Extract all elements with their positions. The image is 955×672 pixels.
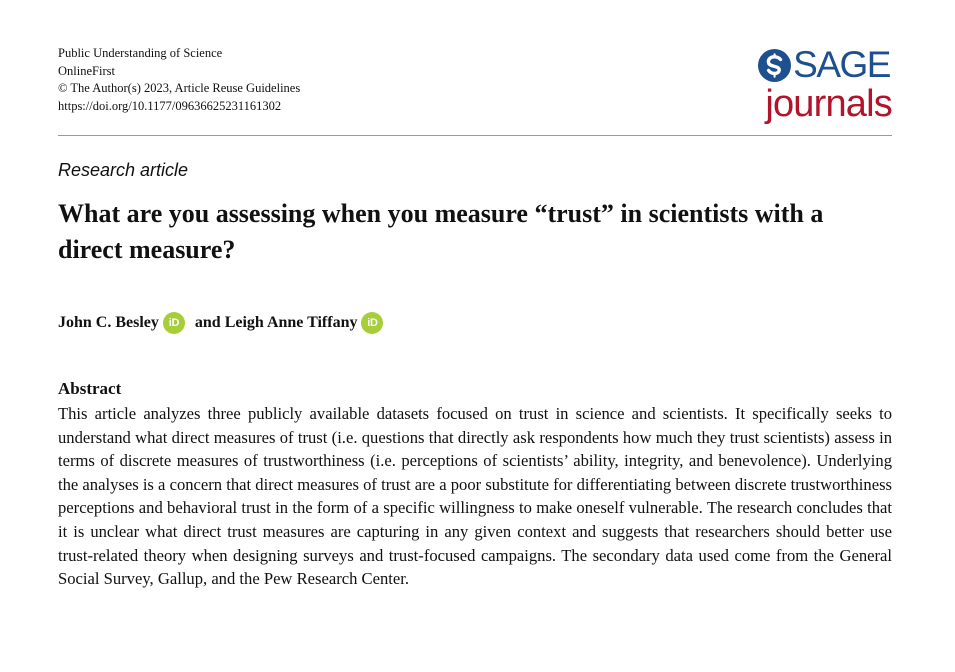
author-list xyxy=(58,311,383,335)
author-connector: and xyxy=(194,314,221,331)
header-divider xyxy=(58,135,892,136)
journal-meta xyxy=(58,45,478,115)
author-name[interactable]: Leigh Anne Tiffany xyxy=(224,314,358,331)
logo-brand-text: SAGE xyxy=(793,44,890,85)
article-type: Research article xyxy=(58,160,189,180)
orcid-icon[interactable] xyxy=(361,312,383,334)
abstract-heading: Abstract xyxy=(58,379,122,398)
orcid-icon-label: iD xyxy=(168,317,180,329)
journal-name[interactable]: Public Understanding of Science xyxy=(58,46,223,60)
orcid-icon-label: iD xyxy=(367,317,378,329)
orcid-icon[interactable] xyxy=(163,312,185,334)
doi-link[interactable]: https://doi.org/10.1177/09636625231161302 xyxy=(58,98,282,113)
abstract-text: This article analyzes three publicly available datasets focused on trust in science and scientists. It specifically seeks to understand what direct measures of trust (i.e. questions that directly ask respondents how much they trust scientists) assess in terms of discrete measures of trustworthiness (i.e. perceptions of scientists’ ability, integrity, and benevolence). Underlying the analyses is a concern that direct measures of trust are a poor substitute for differentiating between discrete trustworthiness perceptions and behavioral trust in the form of a specific willingness to make oneself vulnerable. The research concludes that it is unclear what direct trust measures are capturing in any given context and suggests that researchers should better use trust-related theory when designing surveys and trust-focused campaigns. The secondary data used come from the General Social Survey, Gallup, and the Pew Research Center. xyxy=(58,404,892,589)
author-name[interactable]: John C. Besley xyxy=(58,314,159,331)
journal-status: OnlineFirst xyxy=(58,63,115,78)
copyright-line[interactable]: © The Author(s) 2023, Article Reuse Guidelines xyxy=(58,81,301,95)
sage-wordmark xyxy=(758,44,890,86)
sage-s-icon xyxy=(758,49,791,82)
logo-sub-text: journals xyxy=(765,83,892,125)
article-title: What are you assessing when you measure “trust” in scientists with a direct measure? xyxy=(58,199,824,264)
sage-journals-logo[interactable] xyxy=(752,44,892,128)
